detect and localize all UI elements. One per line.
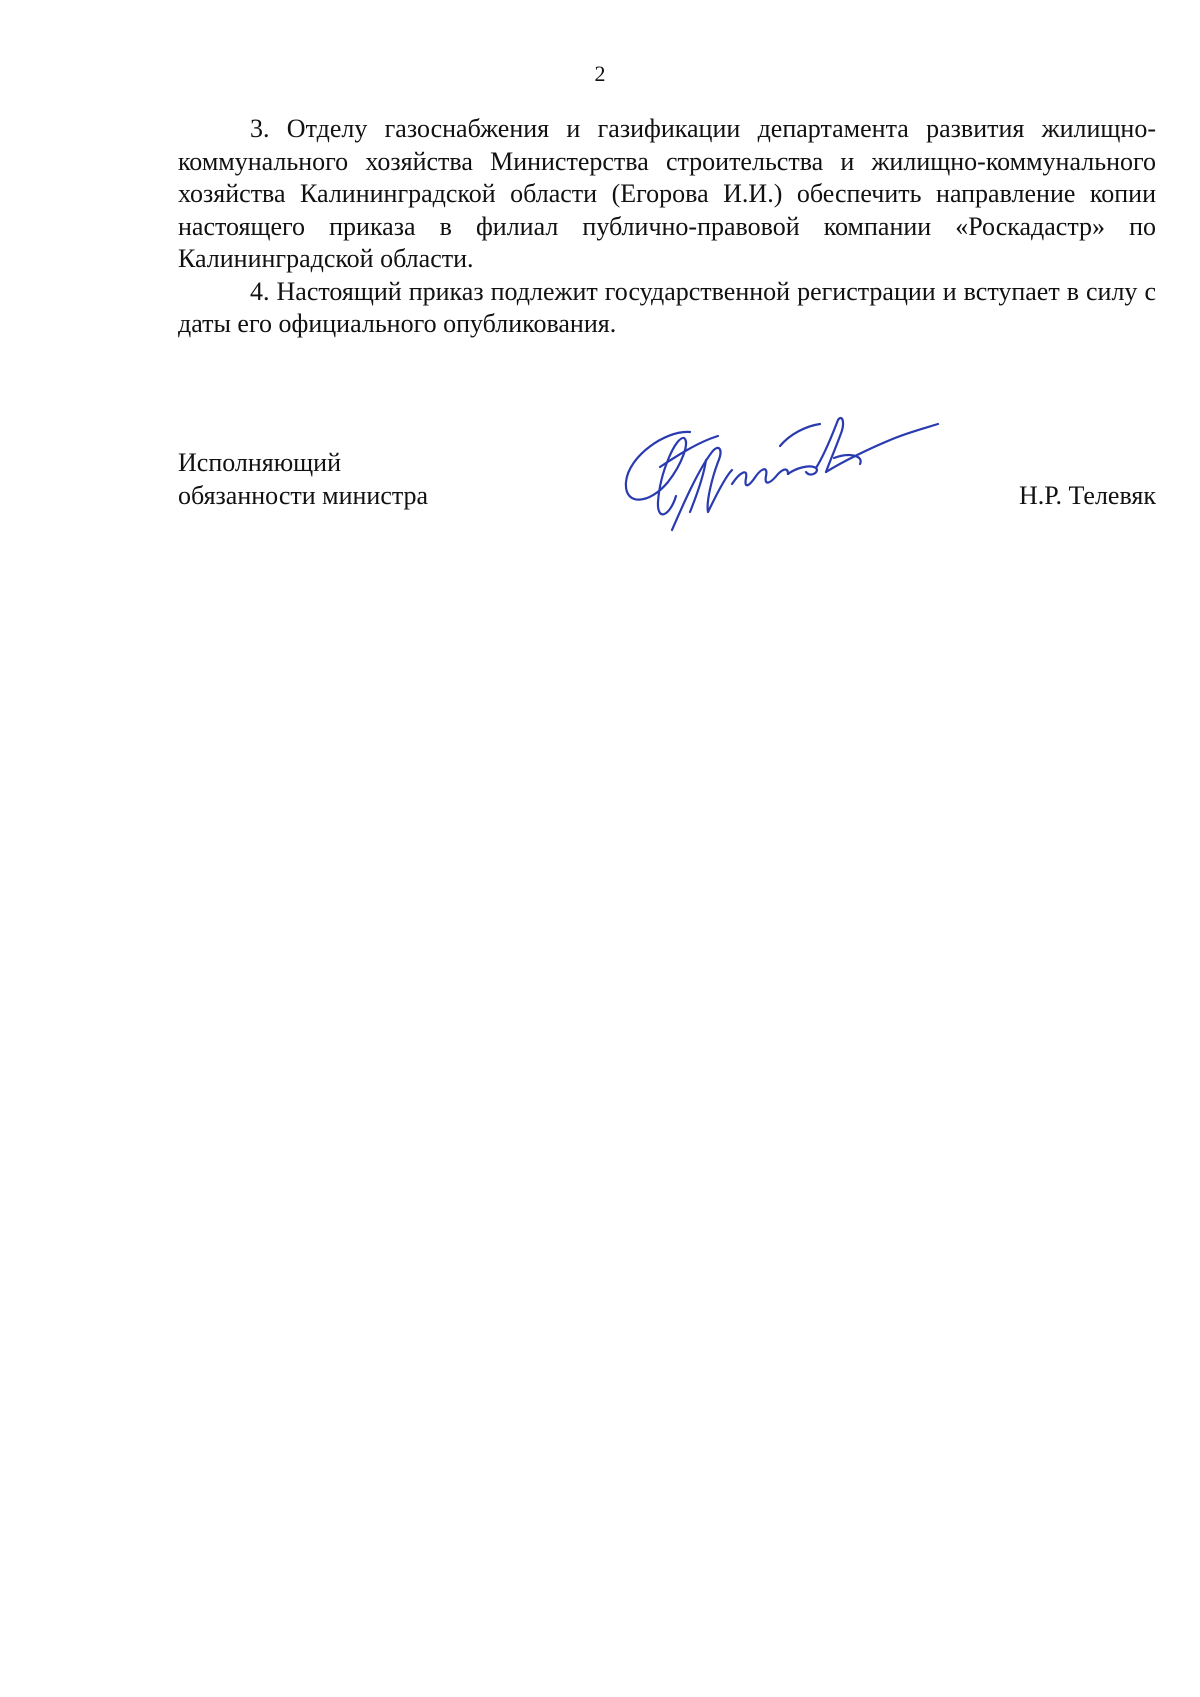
signer-position-line-2: обязанности министра (178, 480, 429, 510)
signer-position (178, 447, 428, 512)
handwritten-signature-icon (620, 412, 950, 537)
document-body (178, 113, 1156, 341)
signer-position-line-1: Исполняющий (178, 448, 342, 477)
page-number: 2 (594, 61, 606, 86)
paragraph-3 (178, 113, 1156, 276)
paragraph-4 (178, 276, 1156, 341)
paragraph-text: Настоящий приказ подлежит государственной регистрации и вступает в силу с даты его официального опубликования. (178, 276, 1156, 338)
signer-name: Н.Р. Телевяк (1019, 480, 1156, 510)
paragraph-number: 3. (250, 114, 270, 143)
paragraph-text: Отделу газоснабжения и газификации департамента развития жилищно-коммунального хозяйства Министерства строительства и жилищно-коммунального хозяйства Калининградской области (Егорова И.И.) обеспечить направление копии настоящего приказа в филиал публично-правовой компании «Роскадастр» по Калининградской области. (178, 114, 1156, 273)
paragraph-number: 4. (250, 276, 270, 306)
